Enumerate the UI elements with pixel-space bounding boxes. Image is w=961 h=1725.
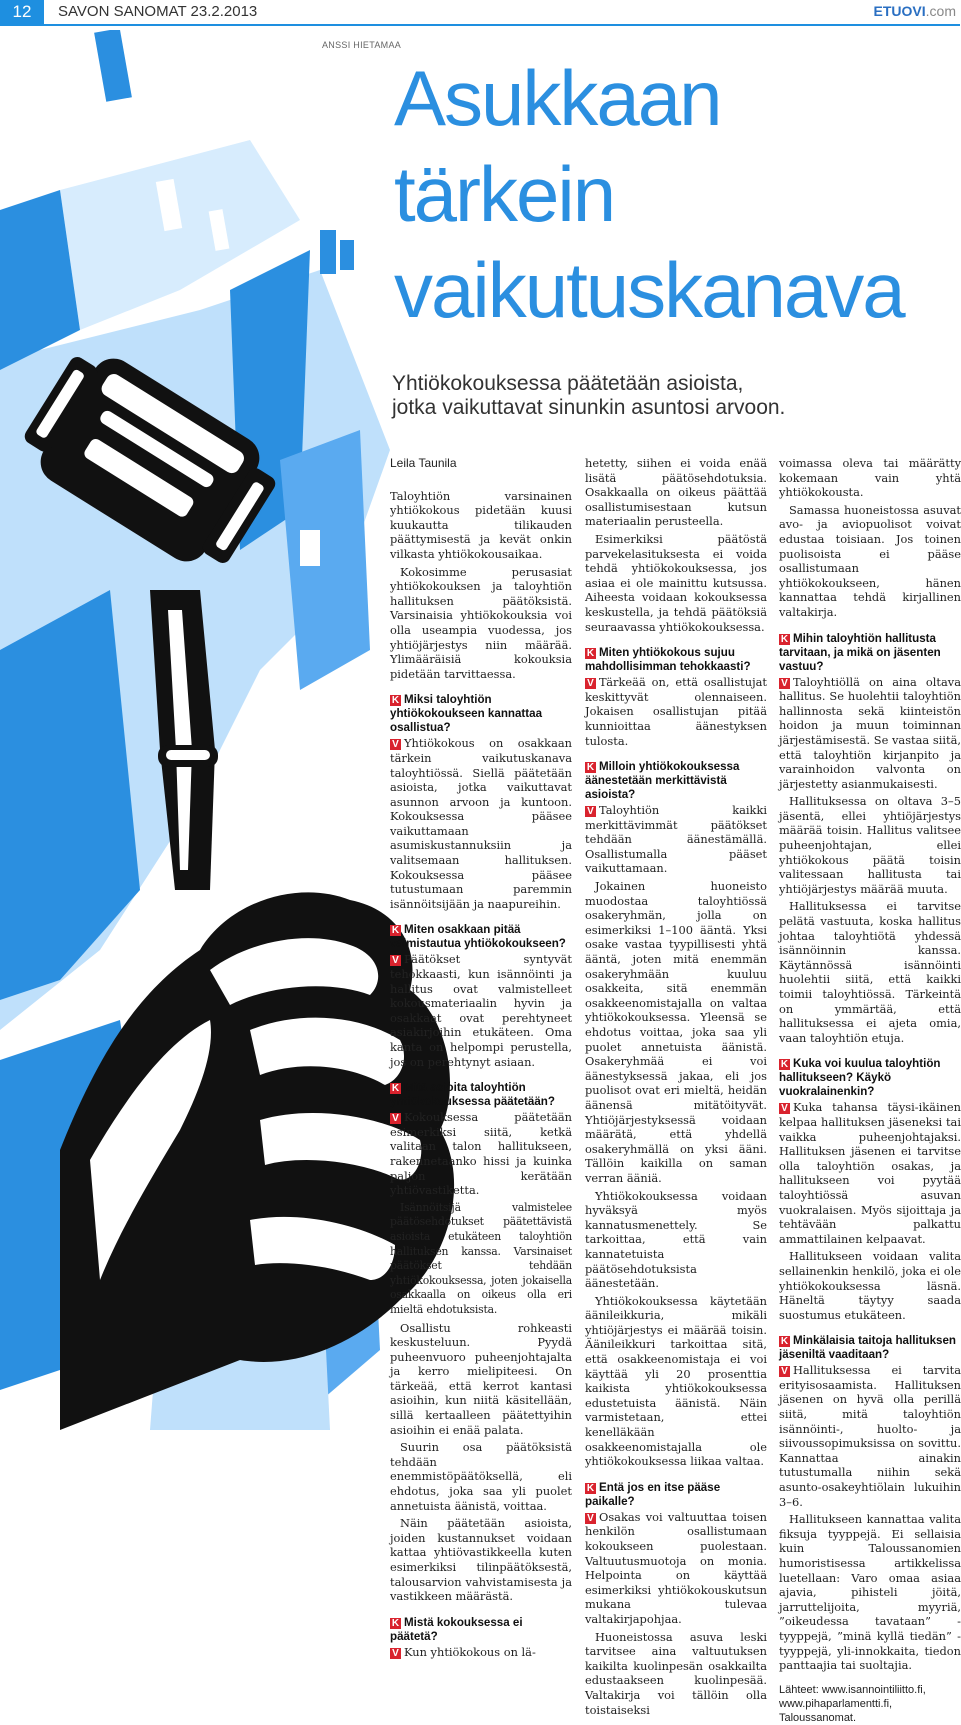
question-heading — [390, 1616, 572, 1644]
blue-strip — [320, 230, 336, 274]
answer-text: Taloyhtiöllä on aina oltava hallitus. Se huolehtii taloyhtiön hallinnosta sekä kiinteistön hoidon ja muun toiminnan järjestämisestä. Se vastaa siitä, että taloyhtiön kirjanpito ja varainhoidon valvonta on järjestetty asianmukaisesti. — [779, 674, 961, 791]
headline-line: tärkein — [394, 150, 615, 238]
paragraph: Esimerkiksi päätöstä parvekelasituksesta ei voida tehdä yhtiökokouksessa, jos asiaa ei ole mainittu kutsussa. Aiheesta voidaan kokouksessa keskustella, ja tehdä päätöksiä seuraavassa yhtiökokouksessa. — [585, 531, 767, 634]
publication-date: SAVON SANOMAT 23.2.2013 — [58, 3, 258, 20]
question-heading — [585, 1481, 767, 1509]
answer-text: Kun yhtiökokous on lä- — [404, 1644, 536, 1659]
answer-tag: V — [390, 1648, 401, 1659]
answer-tag: V — [585, 1513, 596, 1524]
question-tag: K — [586, 648, 595, 660]
paragraph: hetetty, siihen ei voida enää lisätä päätösehdotuksia. Osakkaalla on oikeus päättää osallistumisestaan kutsun materiaalin perusteella. — [585, 456, 767, 529]
answer-text: Päätökset syntyvät tehokkaasti, kun isännöinti ja hallitus ovat valmistelleet kokousmateriaalin hyvin ja osakkaat ovat perehtyneet asiakirjoihin etukäteen. Oma kanta on helpompi perustella, jos on perehtynyt asiaan. — [390, 952, 572, 1069]
answer-paragraph — [390, 952, 572, 1069]
answer-paragraph — [390, 1645, 572, 1660]
question-text: Mitä asioita taloyhtiön yhtiökokouksessa päätetään? — [390, 1081, 555, 1109]
answer-text: Osakas voi valtuuttaa toisen henkilön osallistumaan kokoukseen puolestaan. Valtuutusmuotoja on monia. Helpointa on käyttää esimerkiksi yhtiökokouskutsun mukana tulevaa valtakirjapohjaa. — [585, 1509, 767, 1626]
question-text: Miten yhtiökokous sujuu mahdollisimman tehokkaasti? — [585, 646, 751, 674]
answer-paragraph — [585, 803, 767, 876]
answer-text: Hallituksessa ei tarvita erityisosaamista. Hallituksen jäsenen on hyvä olla perillä siitä, mitä taloyhtiön isännöinti-, huolto- ja siivoussopimuksissa on sovittu. Kannattaa ainakin tutustumalla niihin sekä asunto-osakeyhtiölain lukuihin 3–6. — [779, 1363, 961, 1509]
question-text: Entä jos en itse pääse paikalle? — [585, 1480, 721, 1508]
paragraph: Jokainen huoneisto muodostaa taloyhtiössä osakeryhmän, jolla on esimerkiksi 1–100 ääntä. Yksi osake vastaa tyypillisesti yhtä ääntä, joten mitä enemmän osakeryhmään kuuluu osakkeita, sitä enemmän osakkeenomistajalla on valtaa yhtiökokouksessa. Yleensä se ehdotus voittaa, joka saa yli puolet annetuista äänistä. Osakeryhmää ei voi äänestyksessä jakaa, eli jos puolisot ovat eri mieltä, heidän äänensä mitätöityvät. Yhtiöjärjestyksessä voidaan määrätä, että yhdellä osakeryhmällä on yksi ääni. Tällöin kaikilla on saman verran ääniä. — [585, 879, 767, 1185]
site-name — [874, 3, 956, 19]
question-text: Minkälaisia taitoja hallituksen jäseniltä vaaditaan? — [779, 1334, 957, 1362]
answer-tag: V — [390, 955, 401, 966]
question-tag: K — [391, 695, 400, 707]
answer-tag: V — [779, 1103, 790, 1114]
question-heading — [779, 1334, 961, 1362]
answer-tag: V — [585, 806, 596, 817]
answer-tag: V — [390, 1113, 401, 1124]
answer-paragraph — [779, 1100, 961, 1246]
headline-line: Asukkaan — [394, 54, 721, 142]
page-number: 12 — [0, 0, 44, 24]
headline — [394, 50, 904, 338]
paragraph: Hallitukseen voidaan valita sellainenkin henkilö, joka ei ole yhtiökokouksessa läsnä. Häneltä täytyy saada suostumus etukäteen. — [779, 1249, 961, 1322]
lead-line: jotka vaikuttavat sinunkin asuntosi arvoon. — [392, 396, 786, 419]
question-text: Kuka voi kuulua taloyhtiön hallitukseen? Käykö vuokralainenkin? — [779, 1057, 941, 1099]
photo-credit: ANSSI HIETAMAA — [322, 40, 402, 50]
answer-paragraph — [390, 736, 572, 911]
question-heading — [779, 632, 961, 674]
paragraph: Samassa huoneistossa asuvat avo- ja aviopuolisot voivat edustaa toisiaan. Jos toinen puolisoista ei pääse osallistumaan yhtiökokoukseen, hänen kannattaa tehdä kirjallinen valtakirja. — [779, 502, 961, 619]
answer-text: Tärkeää on, että osallistujat keskittyvät olennaiseen. Jokaisen osallistujan pitää kunnioittaa äänestyksen tulosta. — [585, 675, 767, 748]
blue-strip — [300, 530, 320, 566]
blue-strip — [94, 28, 132, 101]
paragraph: Yhtiökokouksessa käytetään äänileikkuria, mikäli yhtiöjärjestys ei määrää toisin. Äänileikkuri tarkoittaa sitä, että osakkeenomistaja ei voi käyttää yli 20 prosenttia kaikista yhtiökokouksessa edustetuista äänistä. Näin varmistetaan, ettei kenelläkään osakkeenomistajalla ole yhtiökokouksessa liikaa valtaa. — [585, 1293, 767, 1469]
question-heading — [390, 923, 572, 951]
question-heading — [390, 1081, 572, 1109]
lead-line: Yhtiökokouksessa päätetään asioista, — [392, 372, 744, 395]
site-name-suffix: .com — [925, 3, 956, 19]
paragraph: Kokosimme perusasiat yhtiökokouksen ja taloyhtiön hallituksen päätöksistä. Varsinaisia yhtiökokouksia voi olla useampia vuodessa, jos yhtiöjärjestys niin määrää. Ylimääräisiä kokouksia pidetään tarvittaessa. — [390, 564, 572, 681]
paragraph: Näin päätetään asioista, joiden kustannukset voidaan kattaa yhtiövastikkeella kuten esimerkiksi tilinpäätöksestä, talousarvion vahvistamisesta ja vastikkeen määrästä. — [390, 1516, 572, 1604]
answer-paragraph — [779, 1363, 961, 1509]
answer-paragraph — [779, 675, 961, 792]
paragraph: Taloyhtiön varsinainen yhtiökokous pidetään kuusi kuukautta tilikauden päättymisestä ja kevät onkin vilkasta yhtiökokousaikaa. — [390, 488, 572, 561]
question-heading — [390, 693, 572, 735]
answer-tag: V — [585, 678, 596, 689]
question-tag: K — [780, 1336, 789, 1348]
answer-text: Kokouksessa päätetään esimerkiksi siitä, ketkä valitaan talon hallitukseen, rakennetaanko hissi ja kuinka paljon kerätään yhtiövastiketta. — [390, 1110, 572, 1198]
question-tag: K — [391, 1617, 400, 1629]
answer-text: Kuka tahansa täysi-ikäinen kelpaa hallituksen jäseneksi tai vaikka puheenjohtajaksi. Hallituksen jäsenen ei tarvitse olla taloyhtiön osakas, ja hallitukseen voi pyytää taloyhtiössä asuvan vuokralaisen. Myös sijoittaja ja tehtävään palkattu ammattilainen kelpaavat. — [779, 1100, 961, 1246]
headline-line: vaikutuskanava — [394, 246, 904, 334]
article-column-3 — [779, 456, 961, 1725]
byline: Leila Taunila — [390, 456, 457, 470]
question-text: Miten osakkaan pitää valmistautua yhtiökokoukseen? — [390, 923, 566, 951]
article-column-2 — [585, 456, 767, 1720]
question-text: Milloin yhtiökokouksessa äänestetään merkittävistä asioista? — [585, 760, 740, 802]
site-name-main: ETUOVI — [873, 3, 926, 19]
answer-text: Yhtiökokous on osakkaan tärkein vaikutuskanava taloyhtiössä. Siellä päätetään asioista, jotka vaikuttavat asunnon arvoon ja kuntoon. Kokouksessa pääsee vaikuttamaan asumiskustannuksiin ja valitsemaan hallituksen. Kokouksessa pääsee tutustumaan paremmin isännöitsijään ja naapureihin. — [390, 736, 572, 911]
question-tag: K — [586, 762, 595, 774]
question-tag: K — [391, 1083, 400, 1095]
paragraph: Huoneistossa asuva leski tarvitsee aina valtuutuksen kaikilta kuolinpesän osakkailta edustaakseen kuolinpesää. Valtakirja voi tällöin olla toistaiseksi — [585, 1629, 767, 1717]
lead-text — [392, 372, 785, 420]
question-heading — [779, 1057, 961, 1099]
question-tag: K — [586, 1482, 595, 1494]
question-heading — [585, 646, 767, 674]
article-column-1 — [390, 456, 572, 1662]
question-tag: K — [780, 633, 789, 645]
paragraph: Isännöitsijä valmistelee päätösehdotukset päätettävistä asioista etukäteen taloyhtiön hallituksen kanssa. Varsinaiset päätökset tehdään yhtiökokouksessa, joten jokaisella osakkaalla on oikeus olla eri mieltä ehdotuksista. — [390, 1200, 572, 1316]
question-text: Mihin taloyhtiön hallitusta tarvitaan, ja mikä on jäsenten vastuu? — [779, 631, 941, 673]
answer-tag: V — [779, 1366, 790, 1377]
paragraph: Hallituksessa ei tarvitse pelätä vastuuta, koska hallitus johtaa taloyhtiötä yhdessä isännöinnin kanssa. Käytännössä isännöinti huolehtii siitä, että kaikki toimii taloyhtiössä. Tärkeintä on ymmärtää, että hallituksessa ei ajeta omia, vaan taloyhtiön etuja. — [779, 899, 961, 1045]
sources: Lähteet: www.isannointiliitto.fi, www.pihaparlamentti.fi, Taloussanomat. — [779, 1683, 926, 1724]
question-text: Mistä kokouksessa ei päätetä? — [390, 1615, 523, 1643]
question-text: Miksi taloyhtiön yhtiökokoukseen kannattaa osallistua? — [390, 693, 543, 735]
blue-strip — [340, 240, 354, 270]
answer-paragraph — [585, 1510, 767, 1627]
paragraph: voimassa oleva tai määrätty kokemaan vain yhtä yhtiökokousta. — [779, 456, 961, 500]
answer-paragraph — [390, 1110, 572, 1198]
question-heading — [585, 760, 767, 802]
answer-tag: V — [779, 678, 790, 689]
paragraph: Hallituksessa on oltava 3–5 jäsentä, ellei yhtiöjärjestys määrää toisin. Hallitus valitsee puheenjohtajan, ellei yhtiökokous päätä toisin valitessaan hallitusta tai yhtiöjärjestys määrää muuta. — [779, 794, 961, 896]
paragraph: Yhtiökokouksessa voidaan hyväksyä myös kannatusmenettely. Se tarkoittaa, että vain kannatetuista päätösehdotuksista äänestetään. — [585, 1188, 767, 1291]
blue-panel-5 — [280, 430, 370, 690]
paragraph: Osallistu rohkeasti keskusteluun. Pyydä puheenvuoro puheenjohtajalta ja kerro mielipiteesi. On tärkeää, että kerrot kantasi asioihin, kun niitä käsitellään, sillä kertaalleen päätettyihin asioihin ei enää palata. — [390, 1320, 572, 1437]
paragraph: Suurin osa päätöksistä tehdään enemmistöpäätöksellä, eli ehdotus, joka saa yli puolet annetuista äänistä, voittaa. — [390, 1440, 572, 1513]
paragraph: Hallitukseen kannattaa valita fiksuja tyyppejä. Ei sellaisia kuin Taloussanomien humoristisessa artikkelissa luetellaan: Varo omaa asiaa ajavia, pihisteli jöitä, jarruttelijoita, myyriä, ”oikeudessa tavataan” -tyyppejä, ”minä kyllä tiedän” -tyyppejä, yli-innokkaita, tiedon panttaajia tai suoltajia. — [779, 1512, 961, 1673]
answer-paragraph — [585, 675, 767, 748]
answer-text: Taloyhtiön kaikki merkittävimmät päätökset tehdään äänestämällä. Osallistumalla pääset vaikuttamaan. — [585, 803, 767, 876]
answer-tag: V — [390, 739, 401, 750]
header-rule — [0, 24, 960, 26]
question-tag: K — [391, 925, 400, 937]
question-tag: K — [780, 1059, 789, 1071]
